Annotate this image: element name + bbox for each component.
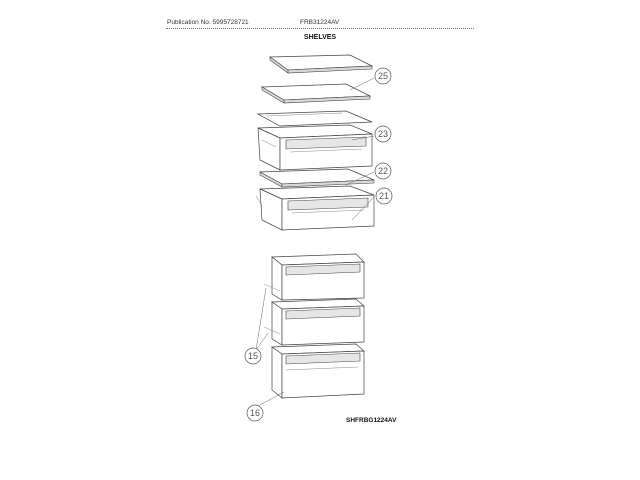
callout-label: 22 <box>377 166 389 176</box>
publication-number: Publication No. 5995728721 <box>167 19 249 26</box>
callout-label: 21 <box>378 191 390 201</box>
crisper-cover-shelf <box>258 111 372 126</box>
glass-shelf-lower <box>260 169 374 187</box>
crisper-drawer-lower <box>256 186 374 230</box>
callout-25 <box>375 68 391 84</box>
section-title: SHELVES <box>303 34 337 41</box>
callout-label: 15 <box>247 351 259 361</box>
glass-shelf-second <box>262 84 370 103</box>
callout-21 <box>376 188 392 204</box>
freezer-drawer-top <box>264 254 364 300</box>
callout-23 <box>375 126 391 142</box>
crisper-drawer-upper <box>258 125 372 170</box>
freezer-drawer-bottom <box>272 344 364 398</box>
figure-code: SHFRBG1224AV <box>346 417 397 424</box>
callout-16 <box>247 405 263 421</box>
freezer-drawer-middle <box>264 299 364 345</box>
callout-22 <box>375 163 391 179</box>
callout-label: 25 <box>377 71 389 81</box>
callout-label: 23 <box>377 129 389 139</box>
callout-label: 16 <box>249 408 261 418</box>
glass-shelf-top <box>270 55 372 73</box>
callout-15 <box>245 348 261 364</box>
model-number: FRB31224AV <box>300 19 340 26</box>
